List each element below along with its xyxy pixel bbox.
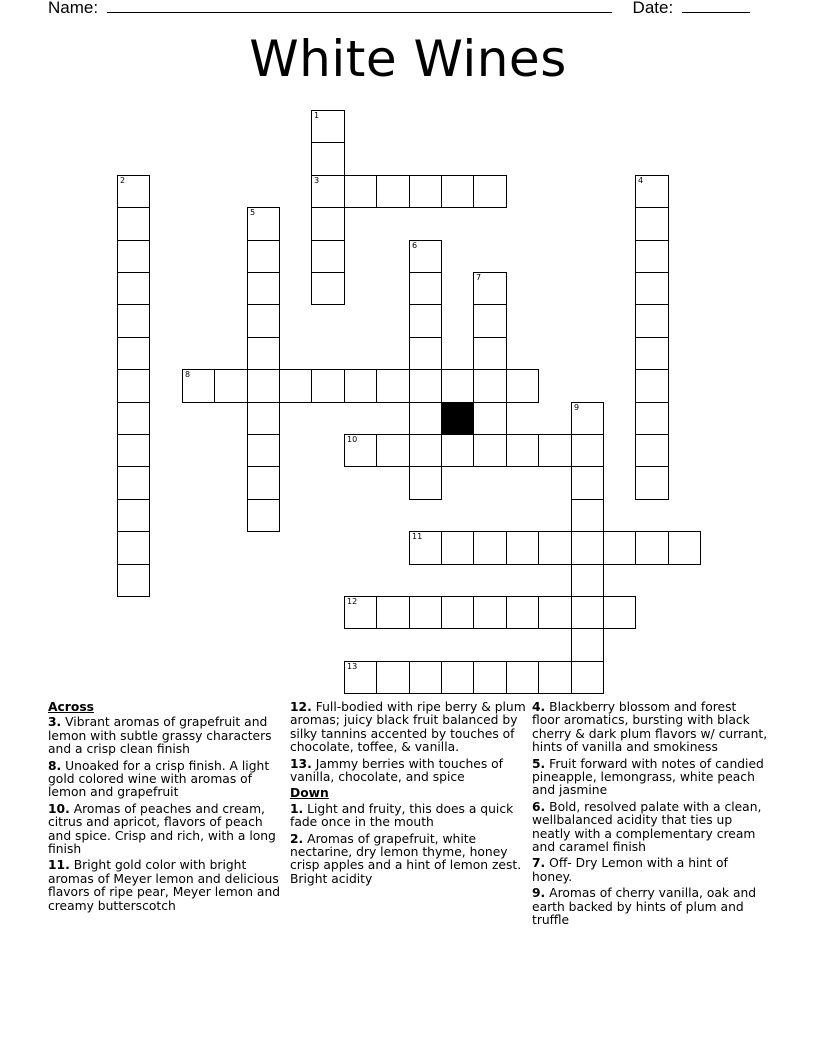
- clue-number: 3: [314, 176, 320, 185]
- grid-cell[interactable]: [376, 369, 410, 403]
- grid-cell[interactable]: [635, 207, 669, 241]
- grid-cell[interactable]: [311, 369, 345, 403]
- clue-number: 5: [250, 208, 256, 217]
- clue-number: 7: [476, 273, 482, 282]
- clue-across-13: 13. Jammy berries with touches of vanilla, chocolate, and spice: [290, 756, 504, 785]
- grid-cell[interactable]: [117, 369, 150, 403]
- black-square: [441, 402, 474, 435]
- clue-number: 12: [347, 597, 358, 606]
- clue-down-5: 5. Fruit forward with notes of candied pineapple, lemongrass, white peach and jasmine: [532, 756, 764, 798]
- grid-cell[interactable]: [247, 369, 280, 403]
- grid-cell[interactable]: [635, 466, 669, 500]
- grid-cell[interactable]: [247, 402, 280, 435]
- name-label: Name:: [48, 0, 99, 17]
- grid-cell[interactable]: [117, 207, 150, 241]
- grid-cell[interactable]: [311, 207, 345, 241]
- grid-cell[interactable]: [247, 434, 280, 467]
- grid-cell[interactable]: [409, 304, 442, 338]
- grid-cell[interactable]: [473, 434, 507, 467]
- grid-cell[interactable]: [473, 175, 507, 208]
- grid-cell[interactable]: [117, 175, 150, 208]
- grid-cell[interactable]: [409, 369, 442, 403]
- grid-cell[interactable]: [409, 402, 442, 435]
- grid-cell[interactable]: [441, 531, 474, 565]
- grid-cell[interactable]: [344, 434, 377, 467]
- grid-cell[interactable]: [473, 272, 507, 305]
- grid-cell[interactable]: [571, 434, 604, 467]
- grid-cell[interactable]: [635, 531, 669, 565]
- clues-column-3: [532, 701, 768, 931]
- clue-down-2: 2. Aromas of grapefruit, white nectarine, dry lemon thyme, honey crisp apples and a hint of lemon zest. Bright acidity: [290, 831, 522, 886]
- grid-cell[interactable]: [409, 661, 442, 694]
- grid-cell[interactable]: [117, 564, 150, 597]
- grid-cell[interactable]: [117, 304, 150, 338]
- grid-cell[interactable]: [571, 596, 604, 629]
- clue-down-7: 7. Off- Dry Lemon with a hint of honey.: [532, 856, 728, 884]
- grid-cell[interactable]: [571, 466, 604, 500]
- grid-cell[interactable]: [247, 304, 280, 338]
- grid-cell[interactable]: [473, 369, 507, 403]
- grid-cell[interactable]: [635, 240, 669, 273]
- grid-cell[interactable]: [571, 564, 604, 597]
- grid-cell[interactable]: [117, 531, 150, 565]
- grid-cell[interactable]: [409, 531, 442, 565]
- grid-cell[interactable]: [117, 272, 150, 305]
- grid-cell[interactable]: [571, 628, 604, 662]
- grid-cell[interactable]: [668, 531, 701, 565]
- grid-cell[interactable]: [571, 661, 604, 694]
- grid-cell[interactable]: [473, 402, 507, 435]
- grid-cell[interactable]: [344, 175, 377, 208]
- clues-column-2: [290, 701, 530, 889]
- clue-down-6: 6. Bold, resolved palate with a clean, wellbalanced acidity that ties up neatly with a complementary cream and caramel finish: [532, 799, 762, 855]
- grid-cell[interactable]: [311, 142, 345, 176]
- grid-cell[interactable]: [247, 207, 280, 241]
- grid-cell[interactable]: [571, 531, 604, 565]
- grid-cell[interactable]: [571, 402, 604, 435]
- clue-number: 8: [185, 370, 191, 379]
- grid-cell[interactable]: [635, 369, 669, 403]
- clue-number: 13: [347, 662, 358, 671]
- grid-cell[interactable]: [409, 466, 442, 500]
- date-label: Date:: [632, 0, 674, 17]
- grid-cell[interactable]: [117, 240, 150, 273]
- grid-cell[interactable]: [571, 499, 604, 532]
- grid-cell[interactable]: [473, 531, 507, 565]
- grid-cell[interactable]: [538, 596, 572, 629]
- grid-cell[interactable]: [473, 337, 507, 370]
- grid-cell[interactable]: [311, 110, 345, 143]
- clue-number: 9: [574, 403, 580, 412]
- clue-number: 6: [412, 241, 418, 250]
- grid-cell[interactable]: [376, 434, 410, 467]
- grid-cell[interactable]: [635, 337, 669, 370]
- grid-cell[interactable]: [603, 596, 636, 629]
- grid-cell[interactable]: [247, 337, 280, 370]
- grid-cell[interactable]: [344, 661, 377, 694]
- grid-cell[interactable]: [441, 369, 474, 403]
- grid-cell[interactable]: [409, 240, 442, 273]
- grid-cell[interactable]: [538, 661, 572, 694]
- grid-cell[interactable]: [635, 272, 669, 305]
- grid-cell[interactable]: [506, 596, 539, 629]
- grid-cell[interactable]: [441, 175, 474, 208]
- across-heading: Across: [48, 700, 94, 714]
- grid-cell[interactable]: [117, 499, 150, 532]
- clue-number: 10: [347, 435, 358, 444]
- clues-column-1: [48, 701, 288, 916]
- clue-number: 4: [638, 176, 644, 185]
- grid-cell[interactable]: [635, 304, 669, 338]
- grid-cell[interactable]: [214, 369, 248, 403]
- grid-cell[interactable]: [117, 434, 150, 467]
- grid-cell[interactable]: [311, 240, 345, 273]
- clue-down-9: 9. Aromas of cherry vanilla, oak and earth backed by hints of plum and truffle: [532, 886, 757, 928]
- grid-cell[interactable]: [117, 337, 150, 370]
- clue-across-10: 10. Aromas of peaches and cream, citrus and apricot, flavors of peach and spice. Crisp and rich, with a long finish: [48, 801, 276, 857]
- grid-cell[interactable]: [344, 369, 377, 403]
- down-heading: Down: [290, 786, 329, 801]
- grid-cell[interactable]: [473, 596, 507, 629]
- grid-cell[interactable]: [538, 434, 572, 467]
- grid-cell[interactable]: [409, 272, 442, 305]
- grid-cell[interactable]: [117, 402, 150, 435]
- grid-cell[interactable]: [506, 369, 539, 403]
- grid-cell[interactable]: [409, 337, 442, 370]
- grid-cell[interactable]: [538, 531, 572, 565]
- grid-cell[interactable]: [376, 661, 410, 694]
- grid-cell[interactable]: [506, 661, 539, 694]
- grid-cell[interactable]: [376, 596, 410, 629]
- grid-cell[interactable]: [441, 596, 474, 629]
- grid-cell[interactable]: [376, 175, 410, 208]
- grid-cell[interactable]: [311, 272, 345, 305]
- clue-number: 11: [412, 532, 423, 541]
- clue-number: 1: [314, 111, 320, 120]
- grid-cell[interactable]: [506, 434, 539, 467]
- grid-cell[interactable]: [247, 499, 280, 532]
- grid-cell[interactable]: [344, 596, 377, 629]
- clue-across-12: 12. Full-bodied with ripe berry & plum aromas; juicy black fruit balanced by silky tannins accented by touches of chocolate, toffee, & vanilla.: [290, 700, 526, 755]
- clue-down-1: 1. Light and fruity, this does a quick fade once in the mouth: [290, 801, 514, 830]
- grid-cell[interactable]: [506, 531, 539, 565]
- grid-cell[interactable]: [279, 369, 312, 403]
- grid-cell[interactable]: [311, 175, 345, 208]
- grid-cell[interactable]: [635, 175, 669, 208]
- grid-cell[interactable]: [247, 272, 280, 305]
- grid-cell[interactable]: [247, 240, 280, 273]
- grid-cell[interactable]: [441, 661, 474, 694]
- grid-cell[interactable]: [635, 434, 669, 467]
- grid-cell[interactable]: [635, 402, 669, 435]
- clue-down-4: 4. Blackberry blossom and forest floor aromatics, bursting with black cherry & dark plum flavors w/ currant, hints of vanilla and smokiness: [532, 700, 768, 755]
- grid-cell[interactable]: [603, 531, 636, 565]
- clue-across-3: 3. Vibrant aromas of grapefruit and lemon with subtle grassy characters and a crisp clean finish: [48, 715, 272, 757]
- grid-cell[interactable]: [409, 175, 442, 208]
- clue-across-8: 8. Unoaked for a crisp finish. A light gold colored wine with aromas of lemon and grapefruit: [48, 758, 270, 800]
- grid-cell[interactable]: [182, 369, 215, 403]
- page-title: White Wines: [249, 30, 567, 88]
- grid-cell[interactable]: [409, 596, 442, 629]
- grid-cell[interactable]: [473, 661, 507, 694]
- grid-cell[interactable]: [473, 304, 507, 338]
- grid-cell[interactable]: [441, 434, 474, 467]
- grid-cell[interactable]: [117, 466, 150, 500]
- clue-number: 2: [120, 176, 126, 185]
- clue-across-11: 11. Bright gold color with bright aromas of Meyer lemon and delicious flavors of ripe pear, Meyer lemon and creamy butterscotch: [48, 858, 281, 913]
- grid-cell[interactable]: [247, 466, 280, 500]
- grid-cell[interactable]: [409, 434, 442, 467]
